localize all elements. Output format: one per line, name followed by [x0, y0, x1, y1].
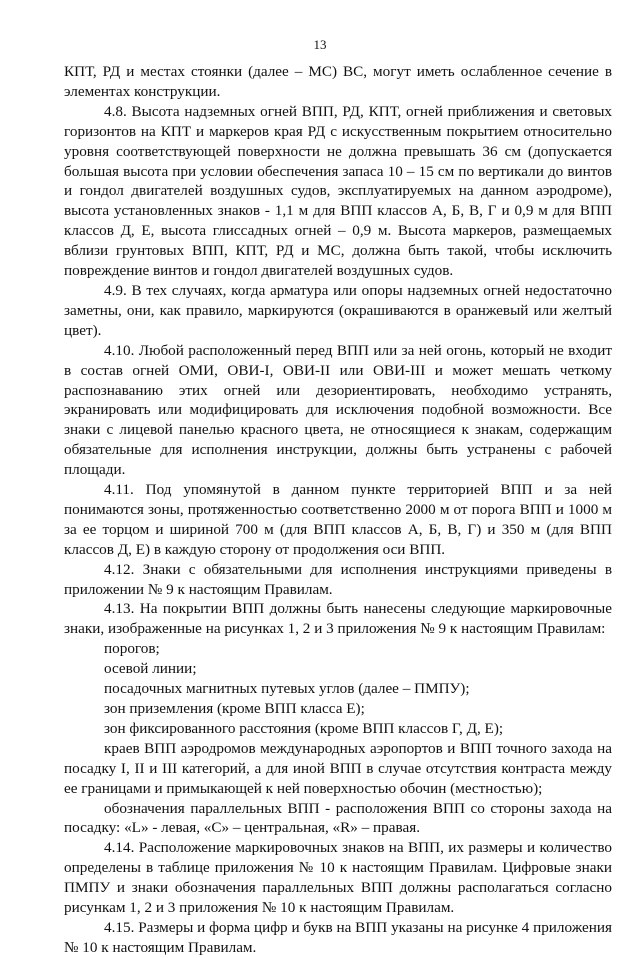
paragraph-4-12: 4.12. Знаки с обязательными для исполнения инструкциями приведены в приложении № 9 к настоящим Правилам. [64, 560, 612, 598]
list-item-thresholds: порогов; [104, 640, 160, 658]
list-item-touchdown-zones: зон приземления (кроме ВПП класса Е); [104, 700, 365, 717]
page-number: 13 [313, 37, 327, 52]
paragraph-4-13: 4.13. На покрытии ВПП должны быть нанесены следующие маркировочные знаки, изображенные на рисунках 1, 2 и 3 приложения № 9 к настоящим Правилам: [64, 600, 612, 638]
document-body [64, 62, 612, 958]
paragraph-continuation: КПТ, РД и местах стоянки (далее – МС) ВС, могут иметь ослабленное сечение в элементах конструкции. [64, 63, 612, 100]
paragraph-4-8: 4.8. Высота надземных огней ВПП, РД, КПТ, огней приближения и световых горизонтов на КПТ и маркеров края РД с искусственным покрытием относительно уровня соответствующей поверхности не должна превышать 36 см (допускается большая высота при условии обеспечения запаса 10 – 15 см по вертикали до винтов и гондол двигателей воздушных судов, эксплуатируемых на данном аэродроме), высота установленных знаков - 1,1 м для ВПП классов А, Б, В, Г и 0,9 м для ВПП классов Д, Е, высота глиссадных огней – 0,9 м. Высота маркеров, размещаемых вблизи грунтовых ВПП, КПТ, РД и МС, должна быть такой, чтобы исключить повреждение винтов и гондол двигателей воздушных судов. [64, 102, 612, 280]
paragraph-4-11: 4.11. Под упомянутой в данном пункте территорией ВПП и за ней понимаются зоны, протяженностью соответственно 2000 м от порога ВПП и 1000 м за ее торцом и шириной 700 м (для ВПП классов А, Б, В, Г) и 350 м (для ВПП классов Д, Е) в каждую сторону от продолжения оси ВПП. [64, 481, 612, 558]
list-item-fixed-distance: зон фиксированного расстояния (кроме ВПП классов Г, Д, Е); [104, 719, 504, 737]
paragraph-4-15: 4.15. Размеры и форма цифр и букв на ВПП указаны на рисунке 4 приложения № 10 к настоящим Правилам. [64, 918, 612, 956]
paragraph-4-10: 4.10. Любой расположенный перед ВПП или за ней огонь, который не входит в состав огней ОМИ, ОВИ-I, ОВИ-II или ОВИ-III и может мешать четкому распознаванию этих огней или дезориентировать, необходимо устранять, экранировать или модифицировать для исключения подобной возможности. Все знаки с лицевой панелью красного цвета, не относящиеся к знакам, содержащим обязательные для исполнения инструкции, должны быть устранены с рабочей площади. [64, 341, 612, 479]
list-item-pmpu: посадочных магнитных путевых углов (далее – ПМПУ); [104, 680, 470, 698]
list-item-centerline: осевой линии; [104, 660, 197, 678]
list-item-parallel-runways: обозначения параллельных ВПП - расположения ВПП со стороны захода на посадку: «L» - левая, «C» – центральная, «R» – правая. [64, 799, 612, 837]
list-item-runway-edges: краев ВПП аэродромов международных аэропортов и ВПП точного захода на посадку I, II и III категорий, а для иной ВПП в случае отсутствия контраста между ее границами и примыкающей к ней поверхностью обочин (местностью); [64, 739, 612, 797]
paragraph-4-9: 4.9. В тех случаях, когда арматура или опоры надземных огней недостаточно заметны, они, как правило, маркируются (окрашиваются в оранжевый или желтый цвет). [64, 281, 612, 339]
paragraph-4-14: 4.14. Расположение маркировочных знаков на ВПП, их размеры и количество определены в таблице приложения № 10 к настоящим Правилам. Цифровые знаки ПМПУ и знаки обозначения параллельных ВПП должны располагаться согласно рисункам 1, 2 и 3 приложения № 10 к настоящим Правилам. [64, 839, 612, 917]
